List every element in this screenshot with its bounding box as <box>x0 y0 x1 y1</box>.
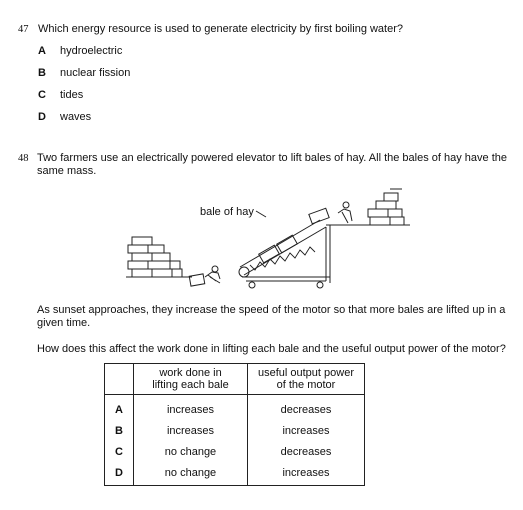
q47-option-d-text: waves <box>60 111 92 123</box>
q47-option-c-text: tides <box>60 89 84 101</box>
question-48-intro-line2: same mass. <box>37 165 97 177</box>
q47-option-b-text: nuclear fission <box>60 67 131 79</box>
farmer-top <box>338 202 352 223</box>
row-power: decreases <box>248 395 365 421</box>
paragraph-line1: As sunset approaches, they increase the speed of the motor so that more bales are lifted up in a <box>37 304 506 316</box>
header-output-power-line1: useful output power <box>257 367 354 379</box>
question-48-text: How does this affect the work done in lifting each bale and the useful output power of the motor? <box>37 343 506 355</box>
row-power: increases <box>248 420 365 441</box>
row-letter: D <box>105 462 134 486</box>
conveyor-elevator <box>239 208 330 288</box>
paragraph-line2: given time. <box>37 317 91 329</box>
question-47-text: Which energy resource is used to generate electricity by first boiling water? <box>38 23 404 35</box>
q47-option-a-text: hydroelectric <box>60 45 123 57</box>
loft-platform <box>326 225 410 283</box>
bale-of-hay-label: bale of hay <box>200 206 254 218</box>
question-47-number: 47 <box>18 24 29 35</box>
table-row <box>105 441 365 462</box>
q47-option-d-letter: D <box>38 111 46 123</box>
table-row <box>105 395 365 421</box>
row-work: no change <box>134 462 248 486</box>
question-48-intro-line1: Two farmers use an electrically powered elevator to lift bales of hay. All the bales of hay have the <box>37 152 507 164</box>
header-work-done-line2: lifting each bale <box>152 379 229 391</box>
table-row <box>105 420 365 441</box>
left-bale-stack <box>126 237 192 277</box>
question-48-number: 48 <box>18 153 29 164</box>
farmer-bottom <box>189 266 220 286</box>
row-power: decreases <box>248 441 365 462</box>
header-work-done-line1: work done in <box>159 367 222 379</box>
row-work: no change <box>134 441 248 462</box>
header-output-power-line2: of the motor <box>276 379 336 391</box>
header-work-done <box>134 364 248 395</box>
row-work: increases <box>134 395 248 421</box>
q47-option-a-letter: A <box>38 45 46 57</box>
row-letter: C <box>105 441 134 462</box>
table-row <box>105 462 365 486</box>
row-letter: B <box>105 420 134 441</box>
q47-option-b-letter: B <box>38 67 46 79</box>
header-output-power <box>248 364 365 395</box>
label-pointer <box>256 211 266 217</box>
row-letter: A <box>105 395 134 421</box>
hay-elevator-figure <box>120 185 410 295</box>
q47-option-c-letter: C <box>38 89 46 101</box>
row-work: increases <box>134 420 248 441</box>
row-power: increases <box>248 462 365 486</box>
answer-table <box>104 363 365 486</box>
table-corner-cell <box>105 364 134 395</box>
top-right-bale-stack <box>368 189 404 225</box>
